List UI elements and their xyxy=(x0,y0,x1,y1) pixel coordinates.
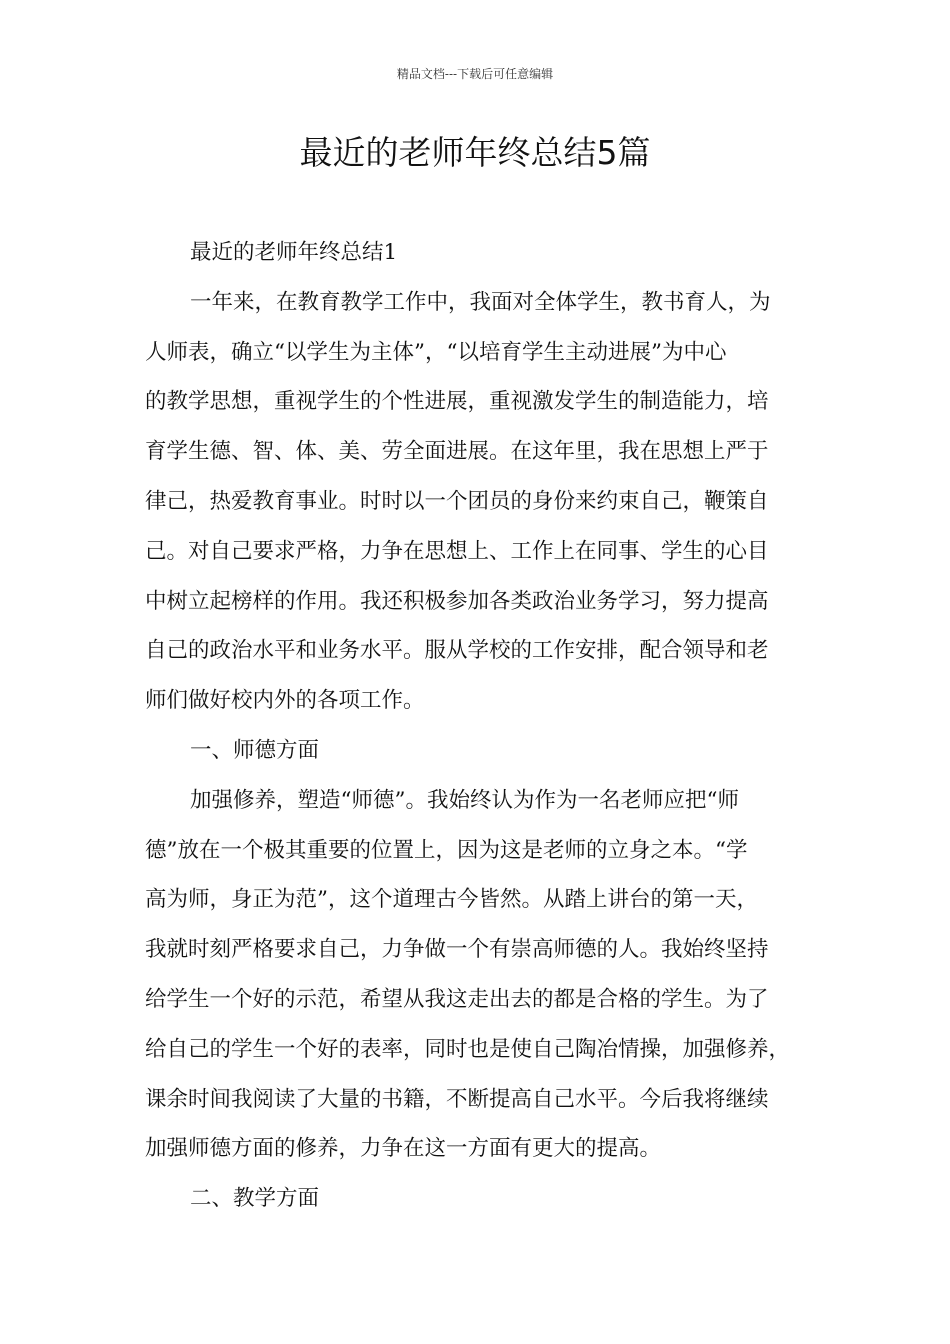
text-line: 一、师德方面 xyxy=(190,737,320,763)
paragraph xyxy=(145,278,835,726)
text-line: 加强修养，塑造“师德”。我始终认为作为一名老师应把“师 xyxy=(190,787,739,813)
text-line: 给学生一个好的示范，希望从我这走出去的都是合格的学生。为了 xyxy=(145,986,769,1012)
paragraph xyxy=(145,228,835,278)
text-line: 课余时间我阅读了大量的书籍，不断提高自己水平。今后我将继续 xyxy=(145,1086,769,1112)
text-line: 加强师德方面的修养，力争在这一方面有更大的提高。 xyxy=(145,1136,662,1162)
text-line: 一年来，在教育教学工作中，我面对全体学生，教书育人，为 xyxy=(190,289,771,315)
paragraph xyxy=(145,1174,835,1224)
text-line: 育学生德、智、体、美、劳全面进展。在这年里，我在思想上严于 xyxy=(145,439,769,465)
text-line: 己。对自己要求严格，力争在思想上、工作上在同事、学生的心目 xyxy=(145,538,769,564)
text-line: 高为师，身正为范”，这个道理古今皆然。从踏上讲台的第一天， xyxy=(145,887,758,913)
text-line: 的教学思想，重视学生的个性进展，重视激发学生的制造能力，培 xyxy=(145,389,769,415)
text-line: 给自己的学生一个好的表率，同时也是使自己陶冶情操，加强修养， xyxy=(145,1036,791,1062)
document-title: 最近的老师年终总结5篇 xyxy=(299,133,651,172)
text-line: 德”放在一个极其重要的位置上，因为这是老师的立身之本。“学 xyxy=(145,837,748,863)
text-line: 人师表，确立“以学生为主体”，“以培育学生主动进展”为中心 xyxy=(145,339,727,365)
document-body xyxy=(145,228,835,1224)
text-line: 最近的老师年终总结1 xyxy=(190,240,398,265)
text-line: 师们做好校内外的各项工作。 xyxy=(145,688,425,714)
text-line: 二、教学方面 xyxy=(190,1186,320,1212)
text-line: 律己，热爱教育事业。时时以一个团员的身份来约束自己，鞭策自 xyxy=(145,488,769,514)
paragraph xyxy=(145,726,835,776)
text-line: 我就时刻严格要求自己，力争做一个有崇高师德的人。我始终坚持 xyxy=(145,937,769,963)
header-note: 精品文档---下载后可任意编辑 xyxy=(396,67,554,81)
paragraph xyxy=(145,776,835,1174)
text-line: 中树立起榜样的作用。我还积极参加各类政治业务学习，努力提高 xyxy=(145,588,769,614)
text-line: 自己的政治水平和业务水平。服从学校的工作安排，配合领导和老 xyxy=(145,638,769,664)
